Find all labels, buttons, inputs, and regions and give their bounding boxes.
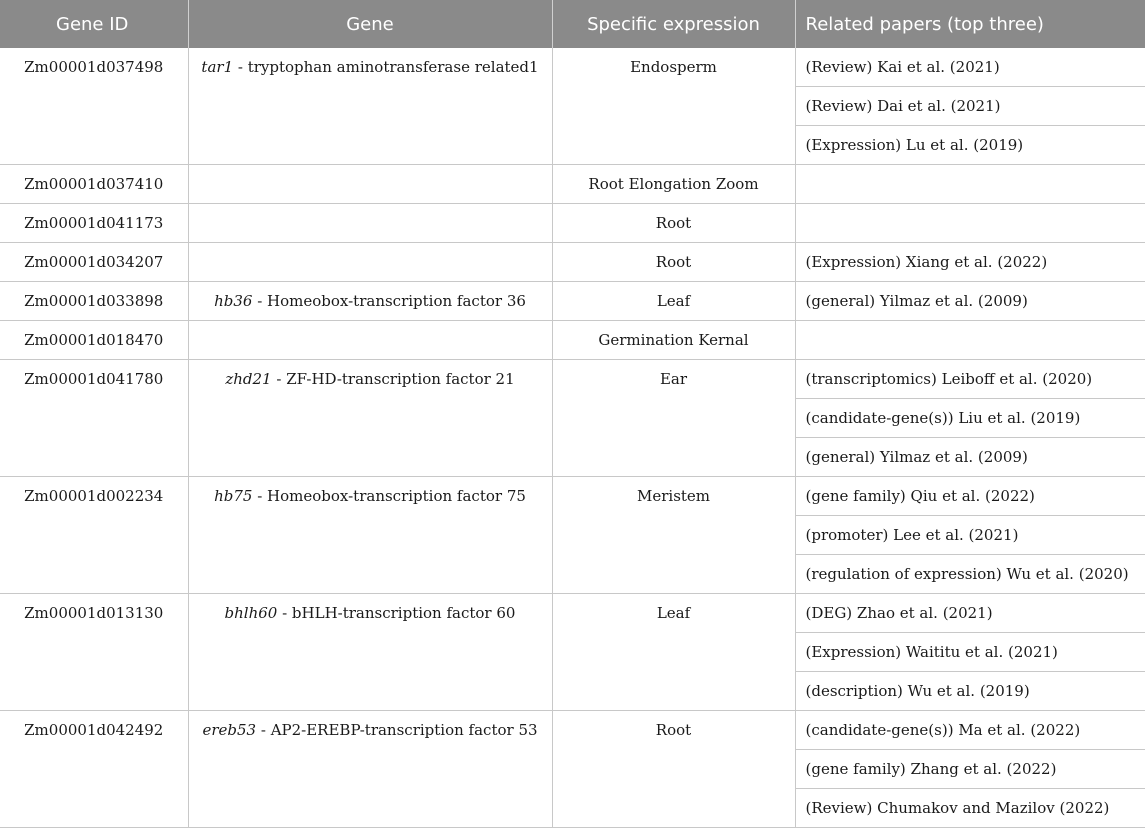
cell-related-paper: (description) Wu et al. (2019) (795, 672, 1145, 711)
cell-related-paper (795, 321, 1145, 360)
cell-related-paper: (general) Yilmaz et al. (2009) (795, 282, 1145, 321)
table-row (0, 594, 1145, 633)
gene-description: - Homeobox-transcription factor 36 (252, 292, 526, 310)
table-row (0, 477, 1145, 516)
gene-symbol: ereb53 (202, 721, 257, 739)
cell-gene (188, 282, 552, 321)
gene-description: - bHLH-transcription factor 60 (277, 604, 516, 622)
gene-symbol: bhlh60 (224, 604, 278, 622)
cell-gene-id: Zm00001d037410 (0, 165, 188, 204)
cell-specific-expression: Endosperm (552, 48, 795, 165)
gene-description: - AP2-EREBP-transcription factor 53 (256, 721, 538, 739)
cell-related-paper (795, 204, 1145, 243)
cell-specific-expression: Root (552, 204, 795, 243)
cell-gene-id: Zm00001d002234 (0, 477, 188, 594)
gene-symbol: hb75 (214, 487, 253, 505)
table-row (0, 204, 1145, 243)
gene-symbol: zhd21 (225, 370, 272, 388)
cell-related-paper: (Review) Kai et al. (2021) (795, 48, 1145, 87)
cell-specific-expression: Meristem (552, 477, 795, 594)
table-row (0, 321, 1145, 360)
cell-gene (188, 321, 552, 360)
cell-related-paper: (Expression) Xiang et al. (2022) (795, 243, 1145, 282)
gene-symbol: hb36 (214, 292, 253, 310)
cell-gene-id: Zm00001d041173 (0, 204, 188, 243)
cell-gene-id: Zm00001d041780 (0, 360, 188, 477)
cell-gene (188, 243, 552, 282)
cell-related-paper: (Expression) Waititu et al. (2021) (795, 633, 1145, 672)
table-row (0, 165, 1145, 204)
cell-related-paper: (general) Yilmaz et al. (2009) (795, 438, 1145, 477)
cell-specific-expression: Root Elongation Zoom (552, 165, 795, 204)
cell-related-paper: (transcriptomics) Leiboff et al. (2020) (795, 360, 1145, 399)
table-row (0, 282, 1145, 321)
cell-specific-expression: Germination Kernal (552, 321, 795, 360)
cell-related-paper: (promoter) Lee et al. (2021) (795, 516, 1145, 555)
cell-specific-expression: Leaf (552, 594, 795, 711)
cell-gene (188, 48, 552, 165)
cell-related-paper (795, 165, 1145, 204)
cell-gene-id: Zm00001d037498 (0, 48, 188, 165)
cell-gene (188, 165, 552, 204)
cell-gene (188, 594, 552, 711)
cell-gene (188, 477, 552, 594)
table-row (0, 48, 1145, 87)
cell-related-paper: (candidate-gene(s)) Liu et al. (2019) (795, 399, 1145, 438)
cell-related-paper: (gene family) Qiu et al. (2022) (795, 477, 1145, 516)
gene-description: - tryptophan aminotransferase related1 (233, 58, 539, 76)
header-gene: Gene (188, 0, 552, 48)
cell-specific-expression: Ear (552, 360, 795, 477)
cell-gene-id: Zm00001d042492 (0, 711, 188, 828)
cell-gene (188, 360, 552, 477)
cell-gene (188, 204, 552, 243)
header-gene-id: Gene ID (0, 0, 188, 48)
gene-description: - ZF-HD-transcription factor 21 (271, 370, 515, 388)
table-row (0, 243, 1145, 282)
cell-related-paper: (Expression) Lu et al. (2019) (795, 126, 1145, 165)
header-row (0, 0, 1145, 48)
gene-description: - Homeobox-transcription factor 75 (252, 487, 526, 505)
cell-related-paper: (DEG) Zhao et al. (2021) (795, 594, 1145, 633)
cell-related-paper: (gene family) Zhang et al. (2022) (795, 750, 1145, 789)
table-body (0, 48, 1145, 828)
cell-gene-id: Zm00001d013130 (0, 594, 188, 711)
cell-related-paper: (Review) Chumakov and Mazilov (2022) (795, 789, 1145, 828)
cell-specific-expression: Leaf (552, 282, 795, 321)
table-row (0, 711, 1145, 750)
gene-symbol: tar1 (201, 58, 234, 76)
cell-gene-id: Zm00001d034207 (0, 243, 188, 282)
table-row (0, 360, 1145, 399)
cell-gene-id: Zm00001d033898 (0, 282, 188, 321)
cell-related-paper: (candidate-gene(s)) Ma et al. (2022) (795, 711, 1145, 750)
cell-gene-id: Zm00001d018470 (0, 321, 188, 360)
cell-specific-expression: Root (552, 243, 795, 282)
cell-gene (188, 711, 552, 828)
cell-specific-expression: Root (552, 711, 795, 828)
cell-related-paper: (Review) Dai et al. (2021) (795, 87, 1145, 126)
cell-related-paper: (regulation of expression) Wu et al. (2020) (795, 555, 1145, 594)
table-header (0, 0, 1145, 48)
header-related-papers: Related papers (top three) (795, 0, 1145, 48)
header-specific-expression: Specific expression (552, 0, 795, 48)
